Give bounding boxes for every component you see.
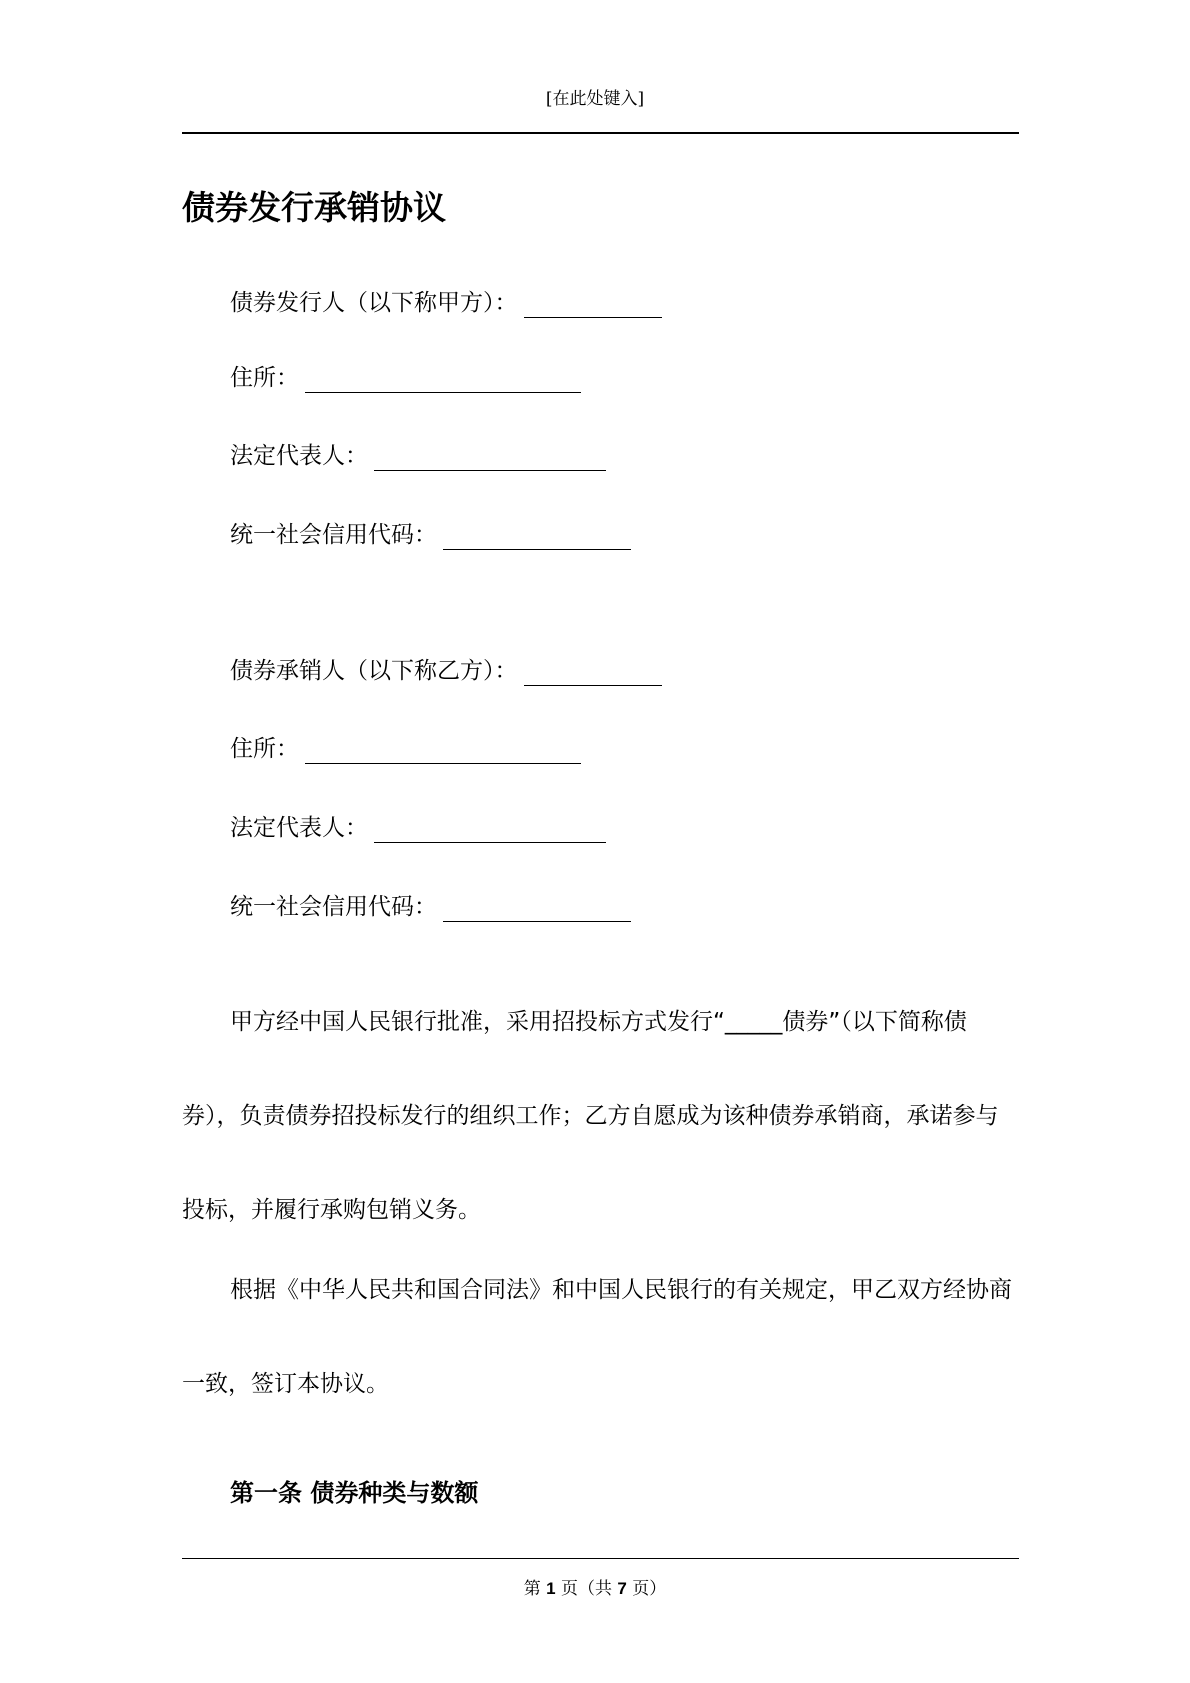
party-a-issuer-field	[230, 288, 662, 318]
party-b-address-field	[230, 734, 581, 764]
footer-divider	[182, 1558, 1019, 1559]
party-a-rep-blank	[374, 446, 606, 471]
party-b-rep-label: 法定代表人：	[230, 815, 368, 841]
party-a-rep-field	[230, 441, 606, 471]
footer-suffix: 页）	[632, 1579, 667, 1599]
party-a-issuer-blank	[524, 293, 662, 318]
party-a-credit-code-field	[230, 520, 631, 550]
page-header: [在此处键入]	[545, 89, 645, 109]
article-1-heading: 第一条 债券种类与数额	[230, 1479, 479, 1507]
footer-middle: 页（共	[561, 1579, 612, 1599]
party-b-rep-blank	[374, 818, 606, 843]
party-b-credit-code-blank	[443, 897, 631, 922]
footer-prefix: 第	[523, 1579, 541, 1599]
page-footer	[0, 1574, 1190, 1599]
footer-total-pages: 7	[617, 1579, 627, 1598]
party-b-underwriter-label: 债券承销人（以下称乙方）：	[230, 658, 518, 684]
party-a-issuer-label: 债券发行人（以下称甲方）：	[230, 290, 518, 316]
party-b-credit-code-field	[230, 892, 631, 922]
document-title: 债券发行承销协议	[182, 188, 446, 227]
header-divider	[182, 132, 1019, 134]
paragraph-issuance: 甲方经中国人民银行批准，采用招投标方式发行“_____债券”（以下简称债券），负责债券招投标发行的组织工作；乙方自愿成为该种债券承销商，承诺参与投标，并履行承购包销义务。	[182, 1009, 999, 1223]
party-b-address-blank	[305, 739, 581, 764]
party-a-address-blank	[305, 368, 581, 393]
party-b-underwriter-blank	[524, 661, 662, 686]
party-a-credit-code-blank	[443, 525, 631, 550]
party-a-address-field	[230, 363, 581, 393]
party-a-address-label: 住所：	[230, 365, 299, 391]
footer-page-number: 1	[546, 1579, 556, 1598]
party-b-credit-code-label: 统一社会信用代码：	[230, 894, 437, 920]
party-b-underwriter-field	[230, 656, 662, 686]
party-a-rep-label: 法定代表人：	[230, 443, 368, 469]
paragraph-basis: 根据《中华人民共和国合同法》和中国人民银行的有关规定，甲乙双方经协商一致，签订本协议。	[182, 1277, 1012, 1397]
party-b-address-label: 住所：	[230, 736, 299, 762]
party-b-rep-field	[230, 813, 606, 843]
party-a-credit-code-label: 统一社会信用代码：	[230, 522, 437, 548]
